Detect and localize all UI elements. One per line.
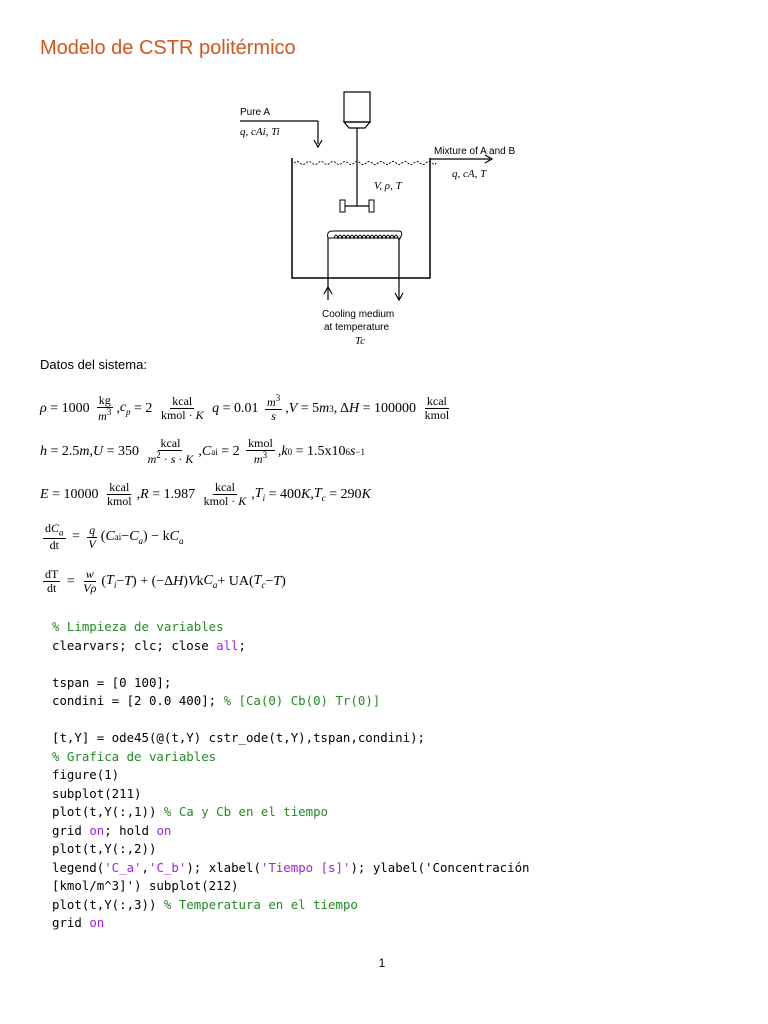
code-line: figure(1) [52,767,120,782]
code-line: grid on; hold on [52,822,172,838]
code-line: plot(t,Y(:,3)) % Temperatura en el tiempo [52,896,358,912]
code-line: % Limpieza de variables [52,619,224,634]
liquid-surface [294,162,436,165]
cooling-label-2: at temperature [324,322,390,333]
code-line: % Grafica de variables [52,748,217,764]
impeller-blade-right [369,200,374,212]
equation-2: h = 2.5 m , U = 350 $\frac{\text{kcal}}{m^2 \cdot s \cdot K}$ , C ai = 2 $\frac{\text{kmol}}{m^3}$ , k 0 = 1.5x10 6 s −1 [40,436,365,467]
equation-4: $\frac{dC_a}{dt}$ = $\frac{q}{V}$ ( C ai − $C_a$ ) − k $C_a$ [45,521,184,553]
page-title: Modelo de CSTR politérmico [40,37,296,59]
inlet-vars: q, cAi, Ti [240,126,280,138]
code-block [52,618,530,933]
code-line: clearvars; clc; close all; [52,637,246,653]
tank-vars: V, ρ, T [374,180,402,192]
inlet-label: Pure A [240,107,271,118]
page-number: 1 [378,956,386,970]
impeller-blade-left [340,200,345,212]
equation-5: $\frac{dT}{dt}$ = $\frac{w}{V\rho}$ ( $T_i$ − T ) + (−Δ H ) V k $C_a$ + UA( $T_c$ − T ) [45,567,286,596]
code-line [52,655,530,674]
section-label: Datos del sistema: [40,357,147,372]
cooling-label-1: Cooling medium [322,309,395,320]
tank-wall [292,158,430,278]
code-line: plot(t,Y(:,2)) [52,841,157,856]
code-line: condini = [2 0.0 400]; % [Ca(0) Cb(0) Tr(0)] [52,693,381,708]
motor [344,92,370,122]
code-line: grid on [52,915,105,930]
code-line: legend('C_a','C_b'); xlabel('Tiempo [s]'); ylabel('Concentración [52,859,530,875]
cstr-diagram [238,88,538,348]
code-line: plot(t,Y(:,1)) % Ca y Cb en el tiempo [52,804,329,819]
code-line: [t,Y] = ode45(@(t,Y) cstr_ode(t,Y),tspan,condini); [52,730,425,745]
equation-1: ρ = 1000 $\frac{kg}{m^3}$ , $c_p$ = 2 $\frac{\text{kcal}}{\text{kmol · K}}$ q = 0.01 $\frac{m^3}{s}$ , V = 5 m 3 , Δ H = 100000 $\frac{\text{kcal}}{\text{kmol}}$ [40,393,450,424]
code-line: tspan = [0 100]; [52,674,172,690]
equation-3: E = 10000 $\frac{\text{kcal}}{\text{kmol}}$ , R = 1.987 $\frac{\text{kcal}}{\text{kmol · K}}$ , $T_i$ = 400 K , $T_c$ = 290 K [40,480,371,509]
code-line: subplot(211) [52,785,142,801]
code-line: [kmol/m^3]') subplot(212) [52,878,239,893]
code-line [52,711,530,730]
outlet-label: Mixture of A and B [434,146,516,157]
outlet-vars: q, cA, T [452,168,487,180]
cooling-var: Tc [355,335,365,347]
